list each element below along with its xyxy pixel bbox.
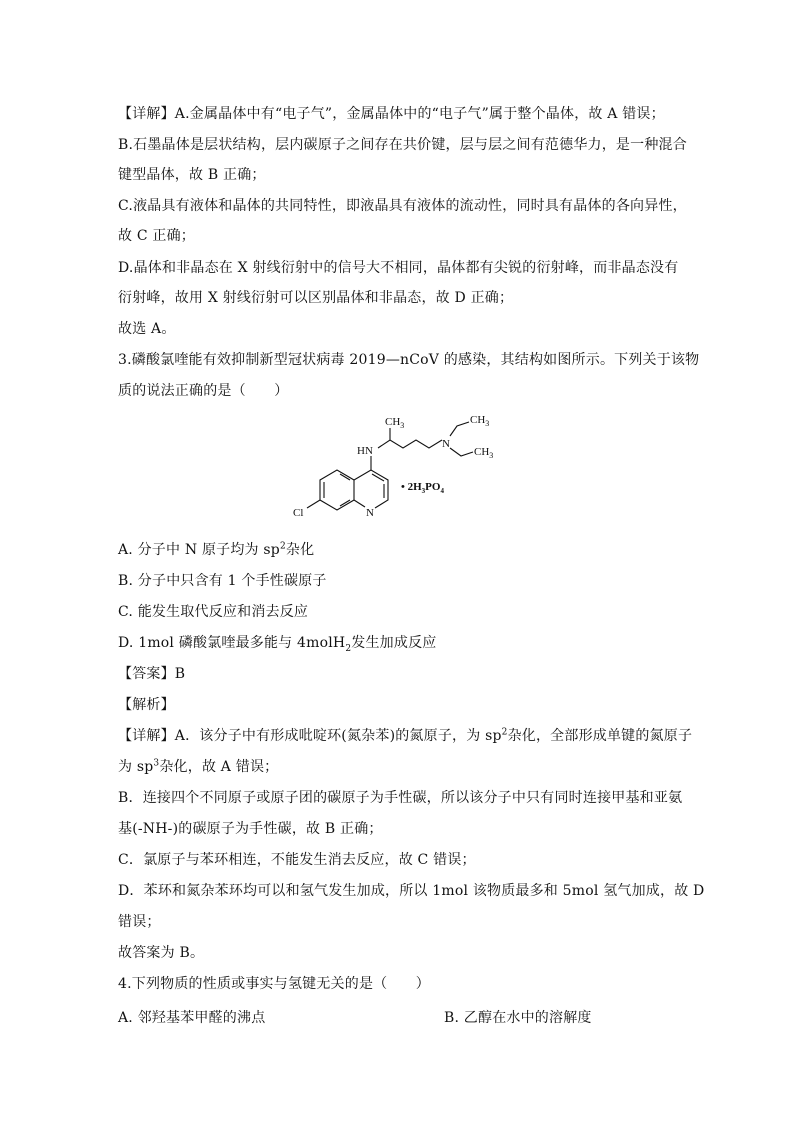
q3-analysis-heading: 【解析】 — [118, 697, 175, 713]
methyl-label-right-upper: $CH_3$ — [470, 414, 490, 428]
q2-explain-d-line2: 衍射峰，故用 X 射线衍射可以区别晶体和非晶态，故 D 正确； — [118, 290, 514, 306]
q3-option-d: D. 1mol 磷酸氯喹最多能与 4molH$_2$发生加成反应 — [118, 635, 437, 654]
q3-answer: 【答案】B — [118, 666, 186, 682]
q4-option-b: B. 乙醇在水中的溶解度 — [444, 1010, 592, 1026]
q3-explain-a-line1: 【详解】A．该分子中有形成吡啶环(氮杂苯)的氮原子，为 $sp^2$杂化，全部形成单键的氮原子 — [118, 727, 693, 744]
q2-explain-c-line2: 故 C 正确； — [118, 228, 196, 244]
q3-option-c: C. 能发生取代反应和消去反应 — [118, 604, 309, 620]
q3-explain-a-line2: 为 $sp^3$杂化，故 A 错误； — [118, 758, 279, 775]
amine-n-label: N — [442, 438, 450, 450]
q2-explain-d-line1: D.晶体和非晶态在 X 射线衍射中的信号大不相同，晶体都有尖锐的衍射峰，而非晶态没有 — [118, 260, 679, 276]
q2-explain-a: 【详解】A.金属晶体中有“电子气”，金属晶体中的“电子气”属于整个晶体，故 A 错误； — [118, 106, 665, 122]
q3-explain-b-line2: 基(-NH-)的碳原子为手性碳，故 B 正确； — [118, 821, 383, 837]
q2-explain-b-line2: 键型晶体，故 B 正确； — [118, 167, 266, 183]
ring-n-label: N — [366, 507, 374, 519]
q3-conclusion: 故答案为 B。 — [118, 945, 205, 961]
q2-explain-b-line1: B.石墨晶体是层状结构，层内碳原子之间存在共价键，层与层之间有范德华力，是一种混合 — [118, 137, 687, 153]
q3-option-b: B. 分子中只含有 1 个手性碳原子 — [118, 573, 327, 589]
q3-explain-c: C．氯原子与苯环相连，不能发生消去反应，故 C 错误； — [118, 852, 476, 868]
q3-explain-d-line2: 错误； — [118, 914, 161, 930]
q4-option-a: A. 邻羟基苯甲醛的沸点 — [118, 1010, 266, 1026]
methyl-label-top: $CH_3$ — [385, 416, 405, 430]
q3-option-a: A. 分子中 N 原子均为 $sp^2$杂化 — [118, 541, 315, 558]
methyl-label-right-lower: $CH_3$ — [474, 446, 494, 460]
chloroquine-phosphate-structure — [285, 408, 510, 528]
q2-explain-c-line1: C.液晶具有液体和晶体的共同特性，即液晶具有液体的流动性，同时具有晶体的各向异性， — [118, 198, 687, 214]
q4-stem: 4.下列物质的性质或事实与氢键无关的是（ ） — [118, 976, 430, 992]
chlorine-label: Cl — [293, 507, 304, 519]
q2-conclusion: 故选 A。 — [118, 321, 176, 337]
q3-explain-d-line1: D．苯环和氮杂苯环均可以和氢气发生加成，所以 1mol 该物质最多和 5mol 氢气加成，故 D — [118, 883, 705, 899]
phosphate-salt-label: • $2H_3PO_4$ — [401, 481, 444, 495]
q3-explain-b-line1: B．连接四个不同原子或原子团的碳原子为手性碳，所以该分子中只有同时连接甲基和亚氨 — [118, 790, 683, 806]
q3-stem-line1: 3.磷酸氯喹能有效抑制新型冠状病毒 2019—nCoV 的感染，其结构如图所示。下列关于该物 — [118, 352, 700, 368]
q3-stem-line2: 质的说法正确的是（ ） — [118, 383, 289, 399]
nh-label: HN — [357, 445, 373, 457]
